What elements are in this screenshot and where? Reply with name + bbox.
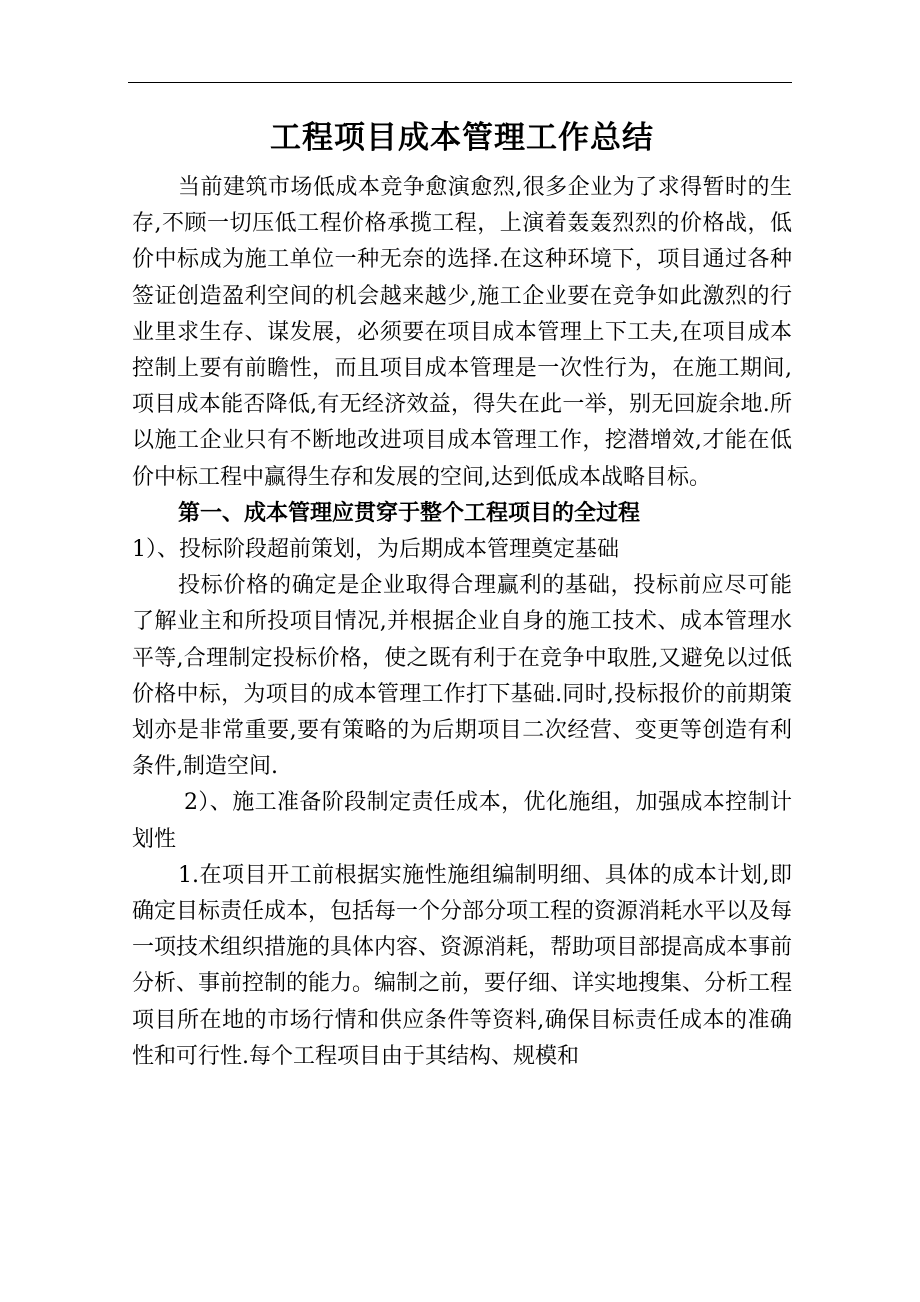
bidding-paragraph: 投标价格的确定是企业取得合理赢利的基础，投标前应尽可能了解业主和所投项目情况,并根据企业自身的施工技术、成本管理水平等,合理制定投标价格，使之既有利于在竞争中取胜,又避免以过低价格中标，为项目的成本管理工作打下基础.同时,投标报价的前期策划亦是非常重要,要有策略的为后期项目二次经营、变更等创造有利条件,制造空间. [132, 573, 792, 780]
subheading-1: 1）、投标阶段超前策划，为后期成本管理奠定基础 [132, 537, 619, 563]
subheading-2: 2）、施工准备阶段制定责任成本，优化施组，加强成本控制计划性 [132, 790, 792, 852]
cost-plan-paragraph: 1.在项目开工前根据实施性施组编制明细、具体的成本计划,即确定目标责任成本，包括每一个分部分项工程的资源消耗水平以及每一项技术组织措施的具体内容、资源消耗，帮助项目部提高成本事前分析、事前控制的能力。编制之前，要仔细、详实地搜集、分析工程项目所在地的市场行情和供应条件等资料,确保目标责任成本的准确性和可行性.每个工程项目由于其结构、规模和 [132, 862, 793, 1069]
intro-paragraph: 当前建筑市场低成本竞争愈演愈烈,很多企业为了求得暂时的生存,不顾一切压低工程价格承揽工程，上演着轰轰烈烈的价格战，低价中标成为施工单位一种无奈的选择.在这种环境下，项目通过各种签证创造盈利空间的机会越来越少,施工企业要在竞争如此激烈的行业里求生存、谋发展，必须要在项目成本管理上下工夫,在项目成本控制上要有前瞻性，而且项目成本管理是一次性行为，在施工期间,项目成本能否降低,有无经济效益，得失在此一举，别无回旋余地.所以施工企业只有不断地改进项目成本管理工作，挖潜增效,才能在低价中标工程中赢得生存和发展的空间,达到低成本战略目标。 [132, 175, 792, 490]
document-title: 工程项目成本管理工作总结 [270, 120, 654, 156]
document-page [132, 100, 792, 1075]
section-heading-1: 第一、成本管理应贯穿于整个工程项目的全过程 [178, 500, 641, 526]
header-rule [128, 82, 792, 83]
